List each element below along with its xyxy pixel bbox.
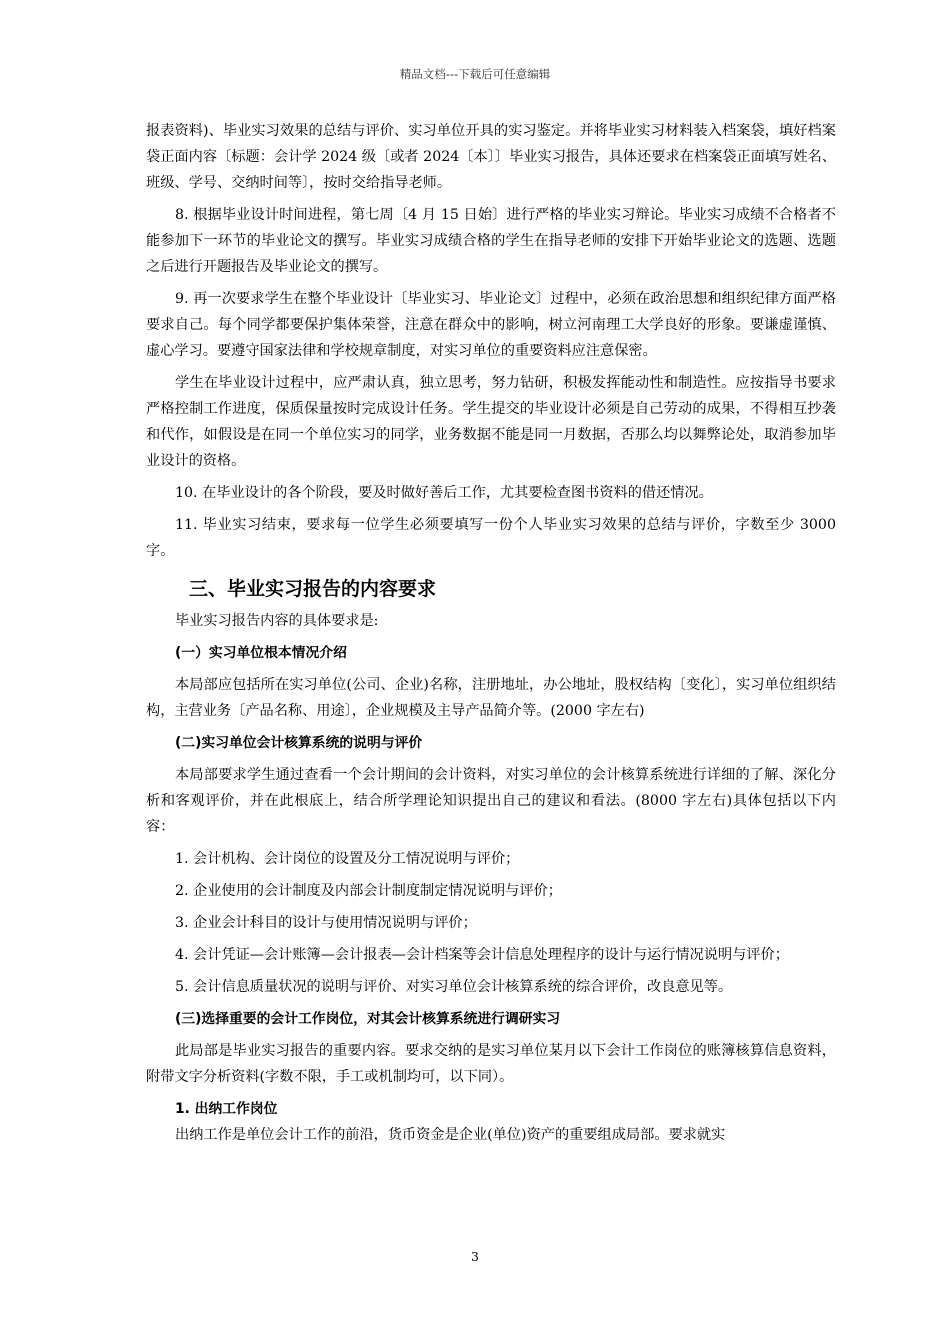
- subheading-3: (三)选择重要的会计工作岗位，对其会计核算系统进行调研实习: [175, 1011, 561, 1027]
- paragraph-item-8: 8. 根据毕业设计时间进程，第七周〔4 月 15 日始〕进行严格的毕业实习辩论。毕业实习成绩不合格者不能参加下一环节的毕业论文的撰写。毕业实习成绩合格的学生在指导老师的安排下开始毕业论文的选题、选题之后进行开题报告及毕业论文的撰写。: [146, 207, 836, 275]
- page-header: 精品文档---下载后可任意编辑: [399, 67, 551, 81]
- paragraph-accounting-system: 本局部要求学生通过查看一个会计期间的会计资料，对实习单位的会计核算系统进行详细的了解、深化分析和客观评价，并在此根底上，结合所学理论知识提出自己的建议和看法。(8000 字左右)具体包括以下内容：: [146, 767, 836, 835]
- subheading-2: (二)实习单位会计核算系统的说明与评价: [175, 735, 423, 751]
- paragraph-cashier: 出纳工作是单位会计工作的前沿，货币资金是企业(单位)资产的重要组成局部。要求就实: [175, 1127, 726, 1143]
- section-heading-3: 三、毕业实习报告的内容要求: [189, 578, 437, 600]
- paragraph-unit-intro: 本局部应包括所在实习单位(公司、企业)名称，注册地址，办公地址，股权结构〔变化〕，实习单位组织结构，主营业务〔产品名称、用途〕，企业规模及主导产品简介等。(2000 字左右): [146, 677, 836, 719]
- list-item-2: 2. 企业使用的会计制度及内部会计制度制定情况说明与评价；: [175, 883, 562, 899]
- paragraph-key-positions: 此局部是毕业实习报告的重要内容。要求交纳的是实习单位某月以下会计工作岗位的账簿核算信息资料，附带文字分析资料(字数不限，手工或机制均可，以下同）。: [146, 1043, 836, 1085]
- paragraph-item-9: 9. 再一次要求学生在整个毕业设计〔毕业实习、毕业论文〕过程中，必须在政治思想和组织纪律方面严格要求自己。每个同学都要保护集体荣誉，注意在群众中的影响，树立河南理工大学良好的形象。要谦虚谨慎、虚心学习。要遵守国家法律和学校规章制度，对实习单位的重要资料应注意保密。: [146, 291, 836, 359]
- list-item-1: 1. 会计机构、会计岗位的设置及分工情况说明与评价；: [175, 851, 520, 867]
- subheading-cashier: 1. 出纳工作岗位: [175, 1101, 278, 1117]
- paragraph-item-10: 10. 在毕业设计的各个阶段，要及时做好善后工作，尤其要检查图书资料的借还情况。: [175, 485, 713, 501]
- list-item-3: 3. 企业会计科目的设计与使用情况说明与评价；: [175, 915, 477, 931]
- paragraph-archive: 报表资料)、毕业实习效果的总结与评价、实习单位开具的实习鉴定。并将毕业实习材料装入档案袋，填好档案袋正面内容〔标题：会计学 2024 级〔或者 2024〔本〕〕毕业实习报告，具体还要求在档案袋正面填写姓名、班级、学号、交纳时间等〕，按时交给指导老师。: [146, 123, 836, 191]
- paragraph-student-conduct: 学生在毕业设计过程中，应严肃认真，独立思考，努力钻研，积极发挥能动性和制造性。应按指导书要求严格控制工作进度，保质保量按时完成设计任务。学生提交的毕业设计必须是自己劳动的成果，不得相互抄袭和代作，如假设是在同一个单位实习的同学，业务数据不能是同一月数据，否那么均以舞弊论处，取消参加毕业设计的资格。: [146, 375, 836, 469]
- list-item-4: 4. 会计凭证—会计账簿—会计报表—会计档案等会计信息处理程序的设计与运行情况说明与评价；: [175, 947, 789, 963]
- subheading-1: (一）实习单位根本情况介绍: [175, 645, 347, 661]
- page-number: 3: [471, 1249, 479, 1264]
- paragraph-report-intro: 毕业实习报告内容的具体要求是:: [175, 613, 379, 629]
- list-item-5: 5. 会计信息质量状况的说明与评价、对实习单位会计核算系统的综合评价，改良意见等。: [175, 979, 733, 995]
- paragraph-item-11: 11. 毕业实习结束，要求每一位学生必须要填写一份个人毕业实习效果的总结与评价，字数至少 3000 字。: [146, 517, 836, 559]
- document-body: [146, 118, 836, 1148]
